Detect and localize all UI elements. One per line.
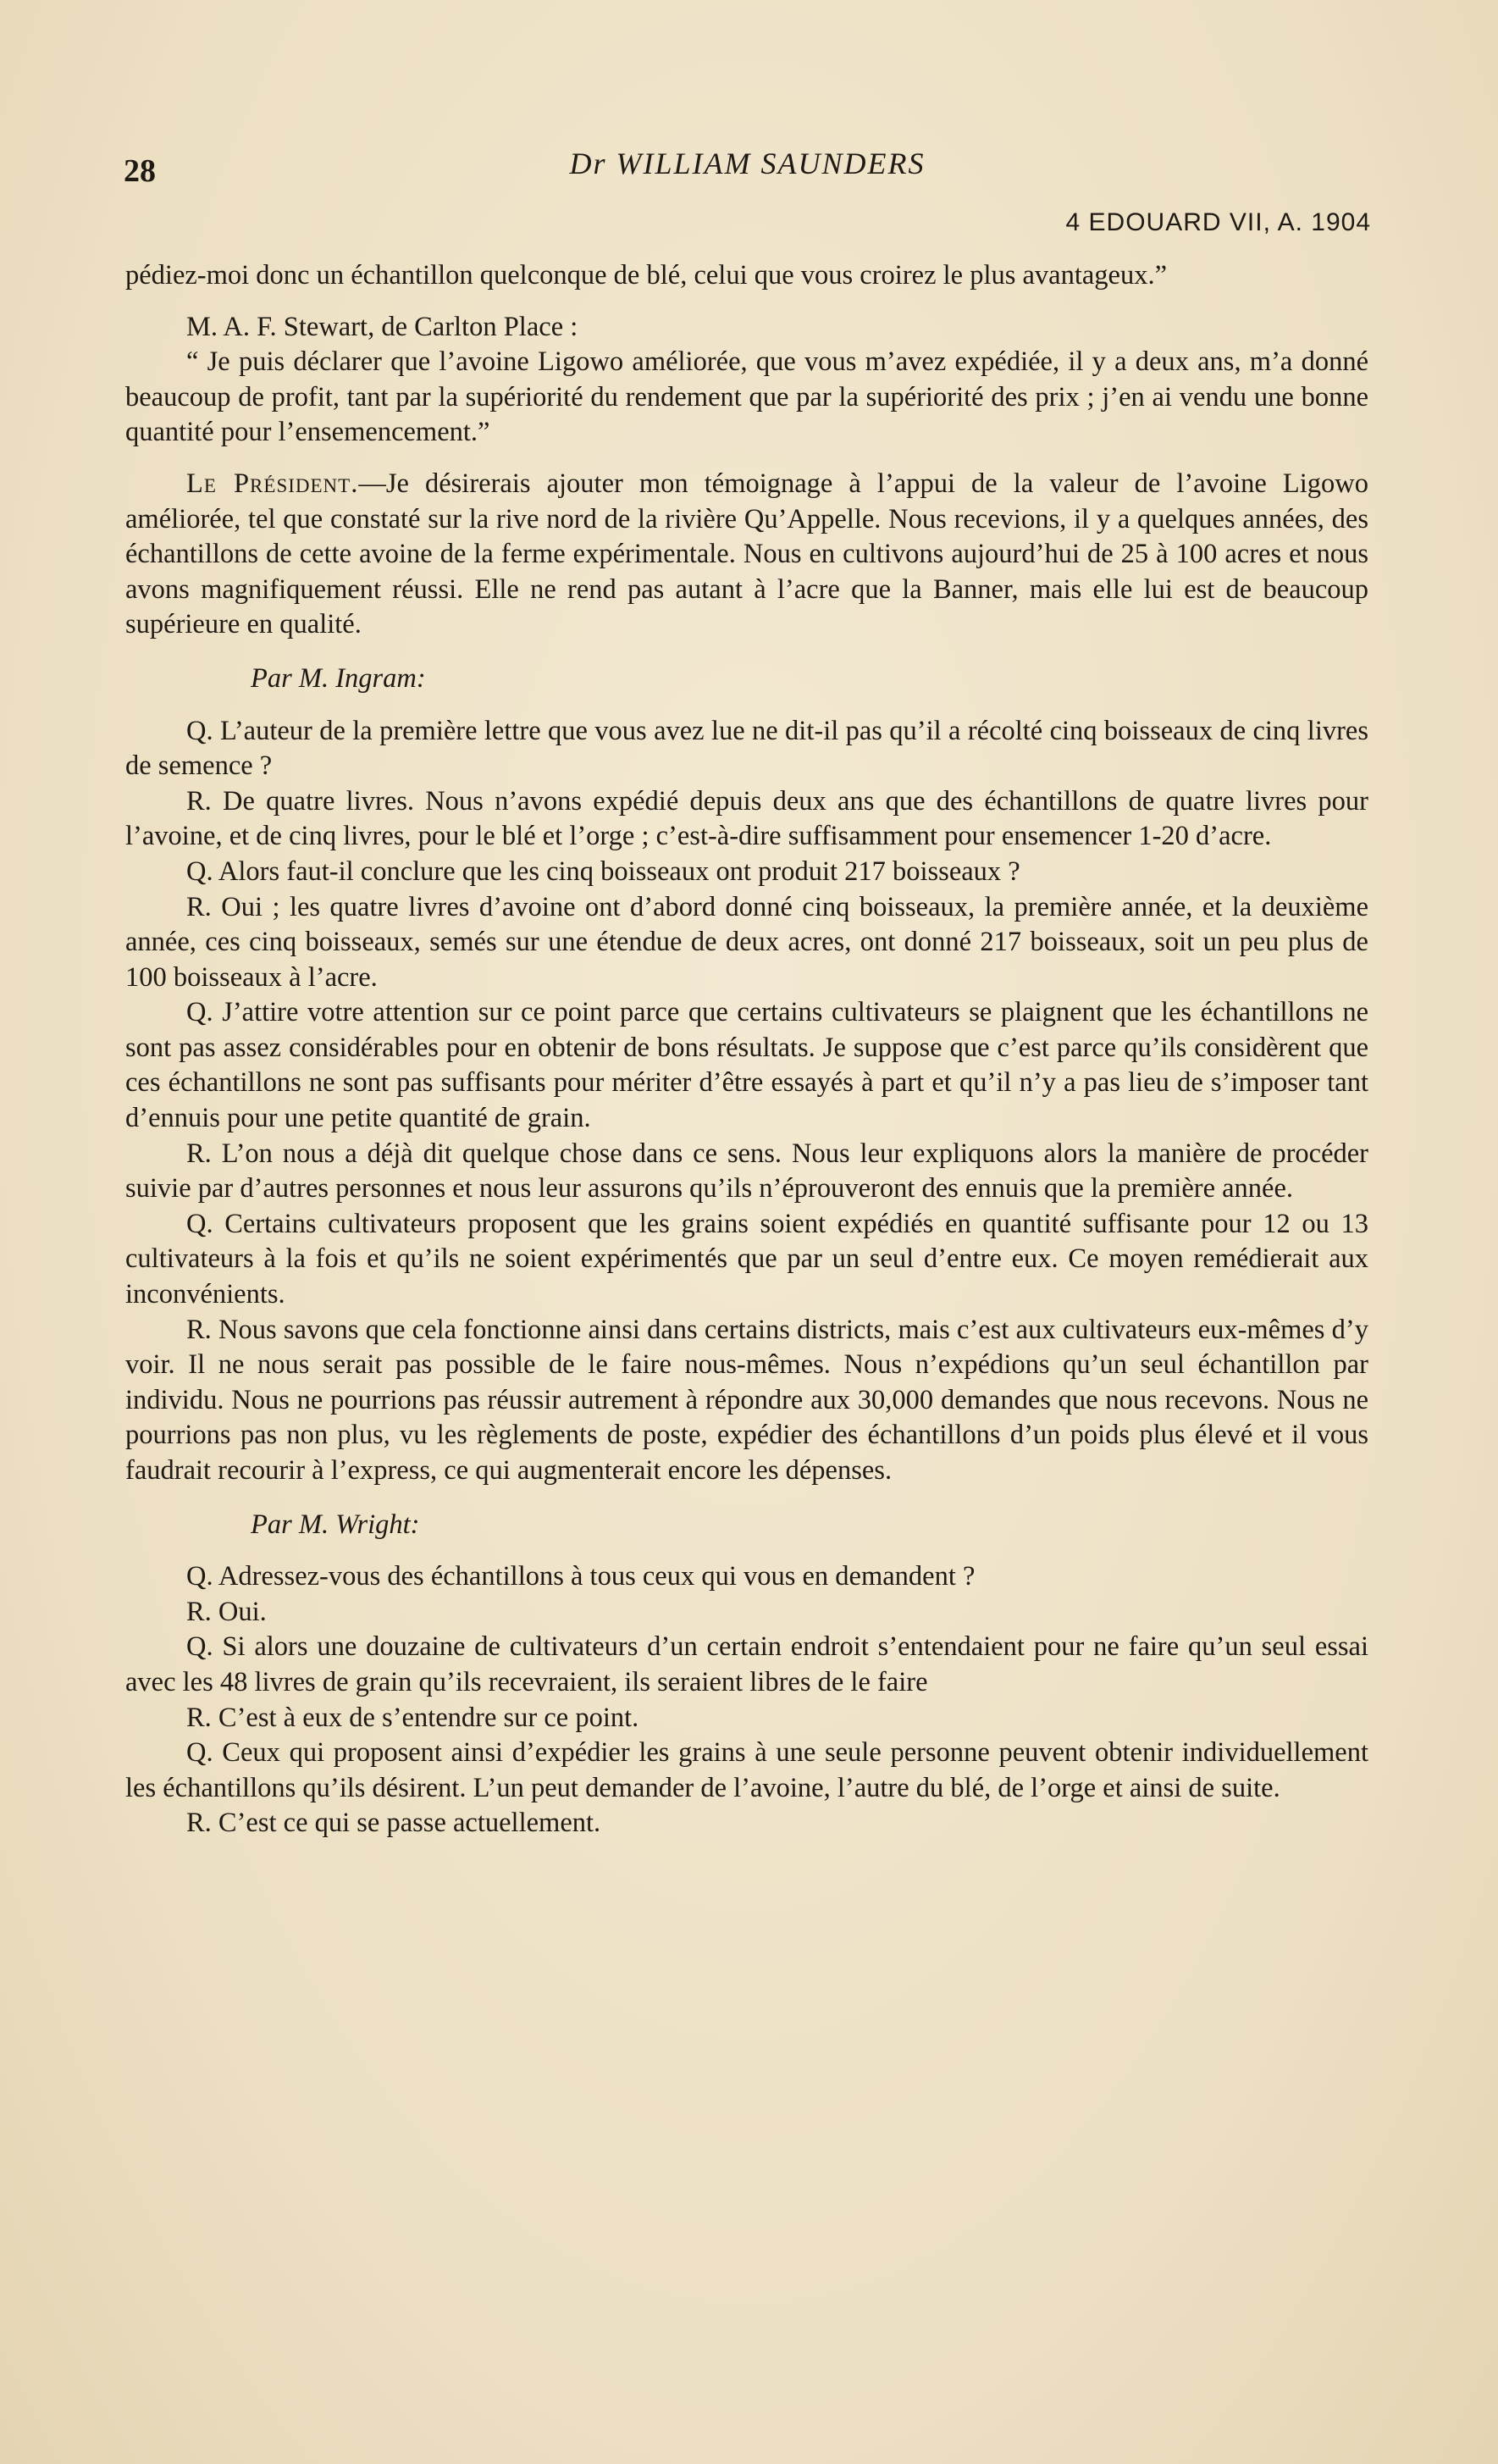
question: Q. Si alors une douzaine de cultivateurs d’un certain endroit s’entendaient pour ne faire qu’un seul essai avec les 48 livres de grain qu’ils recevraient, ils seraient libres de le faire xyxy=(125,1631,1368,1697)
answer: R. Nous savons que cela fonctionne ainsi dans certains districts, mais c’est aux cultivateurs eux-mêmes d’y voir. Il ne nous serait pas possible de le faire nous-mêmes. Nous n’expédions qu’un seul échantillon par individu. Nous ne pourrions pas réussir autrement à répondre aux 30,000 demandes que nous recevons. Nous ne pourrions pas non plus, vu les règlements de poste, expédier des échantillons d’un poids plus élevé et il vous faudrait recourir à l’express, ce qui augmenterait encore les dépenses. xyxy=(125,1314,1368,1486)
answer: R. C’est à eux de s’entendre sur ce point. xyxy=(186,1702,639,1733)
question: Q. Alors faut-il conclure que les cinq boisseaux ont produit 217 boisseaux ? xyxy=(186,855,1020,887)
answer: R. C’est ce qui se passe actuellement. xyxy=(186,1808,601,1839)
question: Q. Adressez-vous des échantillons à tous ceux qui vous en demandent ? xyxy=(186,1561,976,1592)
answer: R. Oui ; les quatre livres d’avoine ont d’abord donné cinq boisseaux, la première année, et la deuxième année, ces cinq boisseaux, semés sur une étendue de deux acres, ont donné 217 boisseaux, soit un peu plus de 100 boisseaux à l’acre. xyxy=(125,891,1368,993)
speaker-label: Le Président. xyxy=(186,468,359,499)
body-text xyxy=(125,258,1368,1841)
examiner-byline: Par M. Ingram: xyxy=(251,662,426,694)
quoted-letter: “ Je puis déclarer que l’avoine Ligowo améliorée, que vous m’avez expédiée, il y a deux ans, m’a donné beaucoup de profit, tant par la supériorité du rendement que par la supériorité des prix ; j’en ai vendu une bonne quantité pour l’ensemencement.” xyxy=(125,346,1368,448)
running-title: Dr WILLIAM SAUNDERS xyxy=(569,147,926,180)
page-number: 28 xyxy=(124,153,156,189)
answer: R. L’on nous a déjà dit quelque chose dans ce sens. Nous leur expliquons alors la manière de procéder suivie par d’autres personnes et nous leur assurons qu’ils n’éprouveront des ennuis que la première année. xyxy=(125,1138,1368,1204)
session-reference: 4 EDOUARD VII, A. 1904 xyxy=(1065,208,1371,236)
question: Q. Ceux qui proposent ainsi d’expédier les grains à une seule personne peuvent obtenir individuellement les échantillons qu’ils désirent. L’un peut demander de l’avoine, l’autre du blé, de l’orge et ainsi de suite. xyxy=(125,1737,1368,1803)
answer: R. De quatre livres. Nous n’avons expédié depuis deux ans que des échantillons de quatre livres pour l’avoine, et de cinq livres, pour le blé et l’orge ; c’est-à-dire suffisamment pour ensemencer 1-20 d’acre. xyxy=(125,785,1368,852)
paragraph: pédiez-moi donc un échantillon quelconque de blé, celui que vous croirez le plus avantageux.” xyxy=(125,260,1168,291)
question: Q. J’attire votre attention sur ce point parce que certains cultivateurs se plaignent que les échantillons ne sont pas assez considérables pour en obtenir de bons résultats. Je suppose que c’est parce qu’ils considèrent que ces échantillons ne sont pas suffisants pour mériter d’être essayés à part et qu’il n’y a pas lieu de s’imposer tant d’ennuis pour une petite quantité de grain. xyxy=(125,997,1368,1134)
answer: R. Oui. xyxy=(186,1596,267,1627)
president-statement xyxy=(125,467,1368,643)
question: Q. L’auteur de la première lettre que vous avez lue ne dit-il pas qu’il a récolté cinq boisseaux de cinq livres de semence ? xyxy=(125,715,1368,782)
question: Q. Certains cultivateurs proposent que les grains soient expédiés en quantité suffisante pour 12 ou 13 cultivateurs à la fois et qu’ils ne soient expérimentés que par un seul d’entre eux. Ce moyen remédierait aux inconvénients. xyxy=(125,1208,1368,1310)
examiner-byline: Par M. Wright: xyxy=(251,1509,420,1540)
paragraph: M. A. F. Stewart, de Carlton Place : xyxy=(186,311,578,342)
statement-text: —Je désirerais ajouter mon témoignage à l’appui de la valeur de l’avoine Ligowo améliorée, tel que constaté sur la rive nord de la rivière Qu’Appelle. Nous recevions, il y a quelques années, des échantillons de cette avoine de la ferme expérimentale. Nous en cultivons aujourd’hui de 25 à 100 acres et nous avons magnifiquement réussi. Elle ne rend pas autant à l’acre que la Banner, mais elle lui est de beaucoup supérieure en qualité. xyxy=(125,468,1369,640)
page-header xyxy=(124,146,1371,197)
